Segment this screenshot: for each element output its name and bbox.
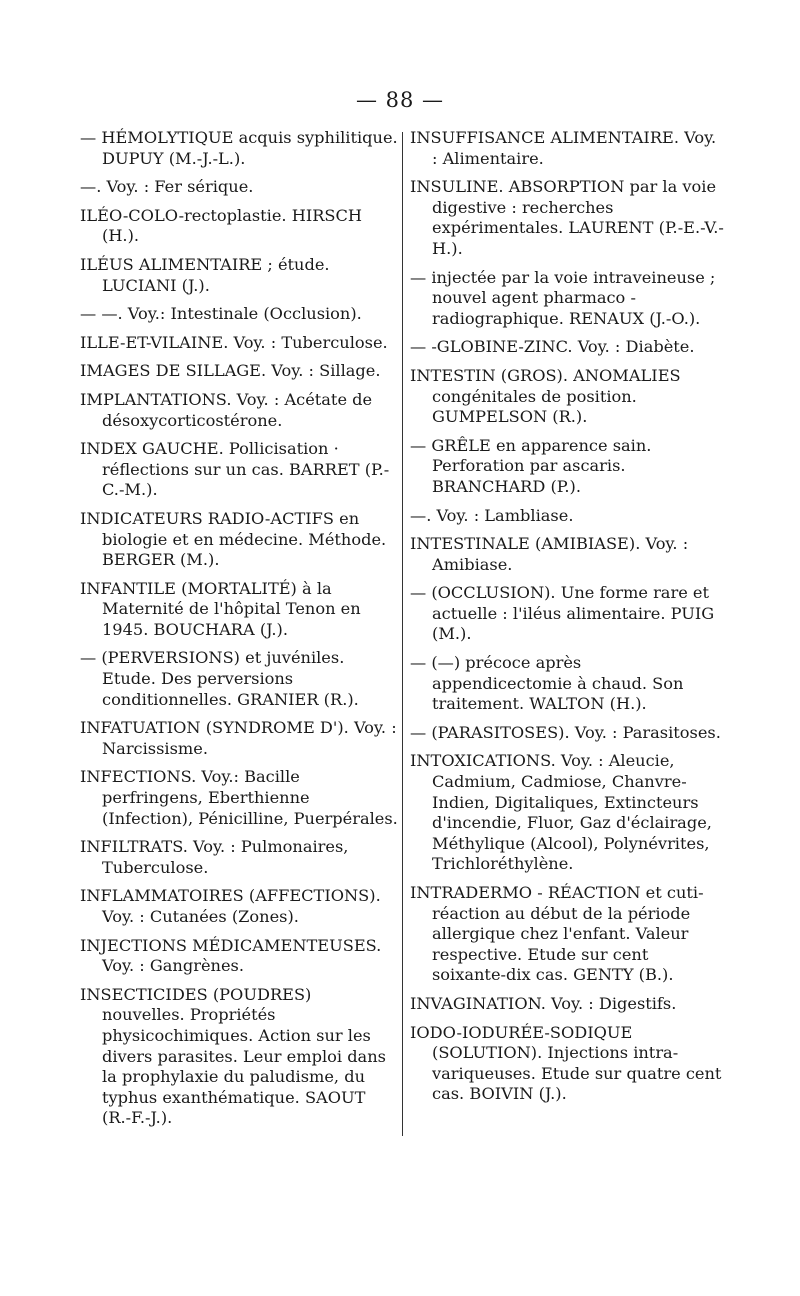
index-entry: INSUFFISANCE ALIMENTAIRE. Voy. : Alimentaire. [410, 128, 717, 168]
index-entry: INFANTILE (MORTALITÉ) à la Maternité de l'hôpital Tenon en 1945. BOUCHARA (J.). [80, 578, 361, 639]
index-entry: — —. Voy.: Intestinale (Occlusion). [80, 304, 362, 324]
column-divider [402, 132, 403, 1136]
index-entry: ILÉO-COLO-rectoplastie. HIRSCH (H.). [80, 205, 363, 246]
index-entry: IMPLANTATIONS. Voy. : Acétate de désoxycorticostérone. [80, 389, 373, 430]
index-entry: INTESTIN (GROS). ANOMALIES congénitales de position. GUMPELSON (R.). [410, 365, 681, 427]
index-entry: INVAGINATION. Voy. : Digestifs. [410, 993, 677, 1013]
index-entry: — injectée par la voie intraveineuse ; nouvel agent pharmaco - radiographique. RENAUX (J.-O.). [410, 267, 716, 328]
index-column-left [80, 128, 398, 1137]
index-entry: INDICATEURS RADIO-ACTIFS en biologie et en médecine. Méthode. BERGER (M.). [80, 508, 387, 570]
index-entry: INFECTIONS. Voy.: Bacille perfringens, Eberthienne (Infection), Pénicilline, Puerpérales. [80, 767, 398, 828]
index-entry: — (—) précoce après appendicectomie à chaud. Son traitement. WALTON (H.). [410, 653, 684, 714]
index-entry: IODO-IODURÉE-SODIQUE (SOLUTION). Injections intra-variqueuses. Etude sur quatre cent cas. BOIVIN (J.). [410, 1022, 722, 1104]
index-entry: — (PARASITOSES). Voy. : Parasitoses. [410, 722, 721, 742]
index-entry: —. Voy. : Fer sérique. [80, 177, 254, 197]
index-entry: INFILTRATS. Voy. : Pulmonaires, Tuberculose. [80, 837, 349, 877]
index-entry: — -GLOBINE-ZINC. Voy. : Diabète. [410, 337, 695, 357]
index-entry: IMAGES DE SILLAGE. Voy. : Sillage. [80, 361, 381, 381]
index-entry: INFLAMMATOIRES (AFFECTIONS). Voy. : Cutanées (Zones). [80, 886, 381, 926]
index-entry: INTRADERMO - RÉACTION et cuti-réaction au début de la période allergique chez l'enfant. Valeur respective. Etude sur cent soixante-dix cas. GENTY (B.). [410, 883, 704, 985]
index-column-right [410, 128, 726, 1113]
index-entry: — GRÊLE en apparence sain. Perforation par ascaris. BRANCHARD (P.). [410, 435, 652, 496]
index-entry: INSULINE. ABSORPTION par la voie digestive : recherches expérimentales. LAURENT (P.-E.-V.-H.). [410, 177, 724, 258]
index-entry: INTOXICATIONS. Voy. : Aleucie, Cadmium, Cadmiose, Chanvre-Indien, Digitaliques, Extincteurs d'incendie, Fluor, Gaz d'éclairage, Méthylique (Alcool), Polynévrites, Trichloréthylène. [410, 751, 712, 874]
index-entry: INJECTIONS MÉDICAMENTEUSES. Voy. : Gangrènes. [80, 935, 382, 976]
page-number: — 88 — [355, 88, 445, 112]
index-entry: — (PERVERSIONS) et juvéniles. Etude. Des perversions conditionnelles. GRANIER (R.). [80, 648, 359, 709]
index-entry: ILLE-ET-VILAINE. Voy. : Tuberculose. [80, 332, 388, 352]
index-entry: — (OCCLUSION). Une forme rare et actuelle : l'iléus alimentaire. PUIG (M.). [410, 583, 715, 644]
index-entry: —. Voy. : Lambliase. [410, 505, 574, 525]
index-entry: INSECTICIDES (POUDRES) nouvelles. Propriétés physicochimiques. Action sur les divers parasites. Leur emploi dans la prophylaxie du paludisme, du typhus exanthématique. SAOUT (R.-F.-J.). [80, 984, 386, 1128]
index-entry: INDEX GAUCHE. Pollicisation · réflections sur un cas. BARRET (P.-C.-M.). [80, 439, 390, 500]
index-entry: ILÉUS ALIMENTAIRE ; étude. LUCIANI (J.). [80, 254, 330, 295]
index-entry: INFATUATION (SYNDROME D'). Voy. : Narcissisme. [80, 718, 397, 758]
index-entry: — HÉMOLYTIQUE acquis syphilitique. DUPUY (M.-J.-L.). [80, 128, 398, 168]
index-entry: INTESTINALE (AMIBIASE). Voy. : Amibiase. [410, 534, 689, 574]
